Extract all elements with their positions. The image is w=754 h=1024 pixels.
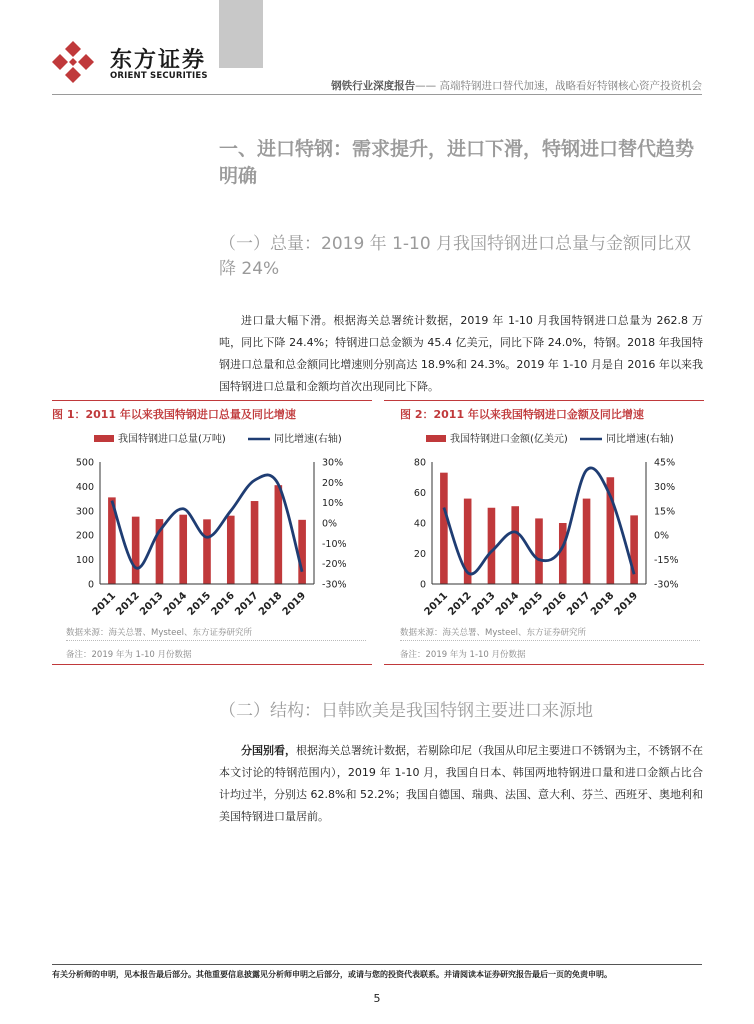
footer-divider bbox=[52, 964, 702, 965]
chart1-legend-line-label: 同比增速(右轴) bbox=[274, 434, 342, 445]
chart2-category-label: 2017 bbox=[565, 590, 593, 618]
chart2-legend-bar-swatch bbox=[426, 435, 446, 442]
figure-2-chart bbox=[384, 428, 704, 618]
footer-disclaimer: 有关分析师的申明，见本报告最后部分。其他重要信息披露见分析师申明之后部分，或请与您的投资代表联系。并请阅读本证券研究报告最后一页的免责申明。 bbox=[52, 970, 612, 979]
figure-1-title: 图 1：2011 年以来我国特钢进口总量及同比增速 bbox=[52, 408, 296, 421]
chart2-right-tick-label: 30% bbox=[654, 481, 676, 493]
chart1-left-tick-label: 100 bbox=[75, 555, 94, 567]
chart1-left-tick-label: 500 bbox=[75, 457, 94, 469]
chart1-left-tick-label: 400 bbox=[75, 481, 94, 493]
chart1-bar bbox=[275, 485, 283, 584]
chart2-bar bbox=[511, 506, 519, 584]
chart1-bar bbox=[179, 515, 187, 584]
header-gray-block bbox=[219, 0, 263, 68]
chart1-right-tick-label: 0% bbox=[322, 518, 338, 530]
chart1-right-tick-label: -10% bbox=[322, 538, 347, 550]
chart1-category-label: 2014 bbox=[161, 590, 190, 618]
chart1-legend-bar-swatch bbox=[94, 435, 114, 442]
chart2-category-label: 2018 bbox=[588, 590, 617, 618]
chart1-category-label: 2019 bbox=[280, 590, 309, 618]
chart2-category-label: 2016 bbox=[541, 590, 569, 618]
chart2-left-tick-label: 60 bbox=[413, 488, 426, 499]
chart1-bar bbox=[203, 519, 211, 584]
chart1-right-tick-label: 20% bbox=[322, 477, 344, 489]
chart1-left-tick-label: 200 bbox=[75, 530, 94, 542]
chart1-category-label: 2018 bbox=[256, 590, 285, 618]
report-header-title bbox=[331, 78, 702, 93]
chart1-legend-bar-label: 我国特钢进口总量(万吨) bbox=[118, 434, 226, 445]
chart2-right-tick-label: 45% bbox=[654, 457, 676, 469]
orient-securities-logo-icon bbox=[52, 41, 94, 83]
section-heading: 一、进口特钢：需求提升，进口下滑，特钢进口替代趋势明确 bbox=[219, 138, 695, 187]
chart2-right-tick-label: -30% bbox=[654, 579, 679, 591]
chart2-bar bbox=[559, 523, 567, 584]
chart1-category-label: 2011 bbox=[90, 590, 119, 618]
brand-logo bbox=[52, 41, 212, 85]
paragraph-body: 根据海关总署统计数据，若剔除印尼（我国从印尼主要进口不锈钢为主，不锈钢不在本文讨论的特钢范围内），2019 年 1-10 月，我国自日本、韩国两地特钢进口量和进口金额占比合计均过半，分别达 62.8%和 52.2%；我国自德国、瑞典、法国、意大利、芬兰、西班牙、奥地利和美国特钢进口量居前。 bbox=[219, 744, 703, 823]
chart2-right-tick-label: 15% bbox=[654, 506, 676, 518]
chart2-legend-line-label: 同比增速(右轴) bbox=[606, 434, 674, 445]
figure-2-note: 备注：2019 年为 1-10 月份数据 bbox=[400, 650, 526, 660]
paragraph-by-country bbox=[219, 740, 703, 828]
report-type: 钢铁行业深度报告 bbox=[331, 80, 416, 92]
chart2-legend-bar-label: 我国特钢进口金额(亿美元) bbox=[450, 434, 568, 445]
chart2-bar bbox=[535, 518, 543, 584]
chart2-category-label: 2013 bbox=[470, 590, 498, 618]
figure-1-top-rule bbox=[52, 400, 372, 401]
chart1-right-tick-label: -20% bbox=[322, 559, 347, 571]
paragraph-lead-bold: 分国别看， bbox=[241, 744, 296, 757]
chart2-category-label: 2012 bbox=[446, 590, 474, 618]
chart1-category-label: 2017 bbox=[233, 590, 261, 618]
header-divider bbox=[52, 94, 702, 95]
chart1-category-label: 2013 bbox=[138, 590, 166, 618]
brand-name-cn: 东方证券 bbox=[110, 48, 207, 73]
figure-1-source-divider bbox=[66, 640, 366, 641]
chart2-left-tick-label: 20 bbox=[413, 549, 426, 560]
chart1-category-label: 2016 bbox=[209, 590, 237, 618]
chart1-right-tick-label: -30% bbox=[322, 579, 347, 591]
chart2-right-tick-label: -15% bbox=[654, 555, 679, 567]
figure-2-source-divider bbox=[400, 640, 700, 641]
chart1-bar bbox=[132, 517, 140, 584]
brand-name-en: ORIENT SECURITIES bbox=[110, 71, 208, 81]
chart1-left-tick-label: 0 bbox=[87, 579, 94, 591]
figure-1-source: 数据来源：海关总署、Mysteel、东方证券研究所 bbox=[66, 628, 252, 638]
chart2-bar bbox=[488, 508, 496, 584]
sub-heading-structure: （二）结构：日韩欧美是我国特钢主要进口来源地 bbox=[219, 701, 593, 721]
chart2-category-label: 2011 bbox=[422, 590, 451, 618]
chart2-right-tick-label: 0% bbox=[654, 530, 670, 542]
figure-1-chart bbox=[52, 428, 372, 618]
chart1-bar bbox=[227, 516, 235, 584]
chart2-left-tick-label: 40 bbox=[413, 518, 426, 530]
chart1-bar bbox=[251, 501, 259, 584]
figure-2-title: 图 2：2011 年以来我国特钢进口金额及同比增速 bbox=[400, 408, 644, 421]
chart2-left-tick-label: 0 bbox=[419, 579, 426, 591]
figure-2-source: 数据来源：海关总署、Mysteel、东方证券研究所 bbox=[400, 628, 586, 638]
paragraph-import-decline: 进口量大幅下滑。根据海关总署统计数据，2019 年 1-10 月我国特钢进口总量为 262.8 万吨，同比下降 24.4%；特钢进口总金额为 45.4 亿美元，同比下降 24.0%，特钢。2018 年我国特钢进口总量和总金额同比增速则分别高达 18.9%和 24.3%。2019 年 1-10 月是自 2016 年以来我国特钢进口总量和金额均首次出现同比下降。 bbox=[219, 314, 703, 393]
chart2-category-label: 2019 bbox=[612, 590, 641, 618]
chart1-category-label: 2012 bbox=[114, 590, 142, 618]
chart2-category-label: 2015 bbox=[517, 590, 546, 618]
chart1-left-tick-label: 300 bbox=[75, 506, 94, 518]
figure-2-top-rule bbox=[384, 400, 704, 401]
chart1-right-tick-label: 30% bbox=[322, 457, 344, 469]
chart1-category-label: 2015 bbox=[185, 590, 214, 618]
chart2-bar bbox=[440, 473, 448, 584]
figure-1-bottom-rule bbox=[52, 664, 372, 665]
chart2-category-label: 2014 bbox=[493, 590, 522, 618]
page-number: 5 bbox=[373, 992, 381, 1005]
report-title: —— 高端特钢进口替代加速，战略看好特钢核心资产投资机会 bbox=[415, 80, 702, 92]
figure-2-bottom-rule bbox=[384, 664, 704, 665]
chart2-bar bbox=[583, 499, 591, 584]
chart2-left-tick-label: 80 bbox=[413, 457, 426, 469]
chart1-bar bbox=[298, 520, 306, 584]
figure-1-note: 备注：2019 年为 1-10 月份数据 bbox=[66, 650, 192, 660]
sub-heading-total: （一）总量：2019 年 1-10 月我国特钢进口总量与金额同比双降 24% bbox=[219, 234, 692, 279]
chart1-right-tick-label: 10% bbox=[322, 498, 344, 510]
